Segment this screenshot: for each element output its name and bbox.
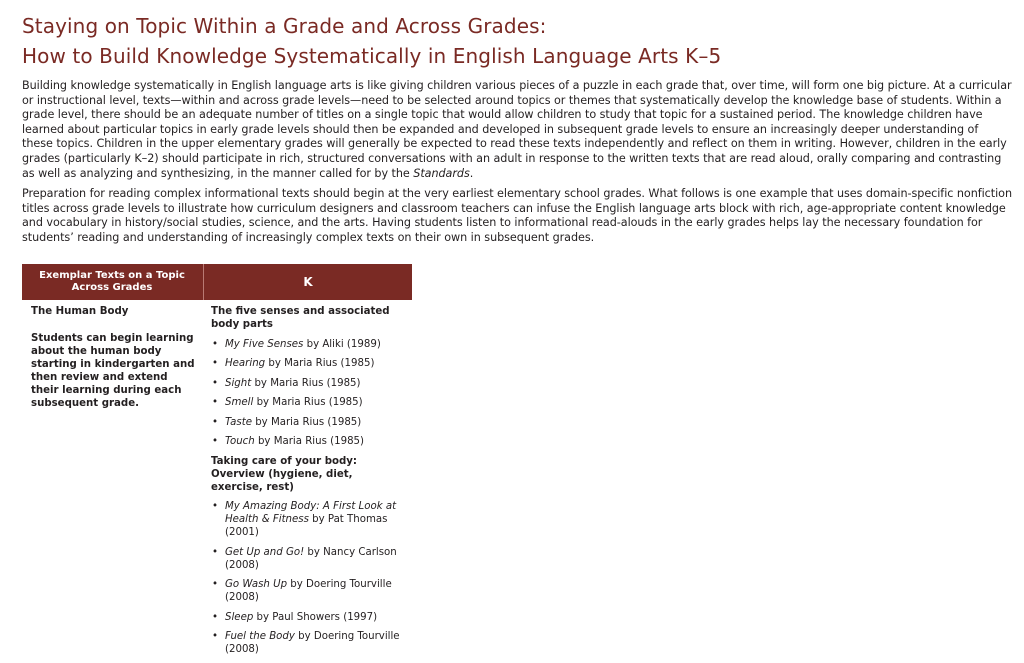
list-item — [211, 377, 401, 390]
body-care-book-list — [211, 500, 401, 656]
list-item — [211, 396, 401, 409]
list-item — [211, 578, 401, 604]
book-author: by Pat Thomas (2001) — [225, 514, 388, 538]
title-line-2: How to Build Knowledge Systematically in English Language Arts K–5 — [22, 44, 722, 68]
title-line-1: Staying on Topic Within a Grade and Across Grades: — [22, 14, 547, 38]
book-title: Touch — [225, 436, 255, 447]
book-title: Sleep — [225, 611, 254, 623]
book-author: by Maria Rius (1985) — [254, 436, 365, 447]
list-item — [211, 546, 401, 572]
book-author: by Maria Rius (1985) — [251, 416, 362, 428]
book-author: by Maria Rius (1985) — [265, 358, 375, 369]
book-title: Sight — [225, 377, 252, 389]
book-title: Taste — [225, 416, 252, 428]
book-author: by Maria Rius (1985) — [251, 377, 361, 389]
standards-italic: Standards — [413, 166, 470, 180]
book-title: Hearing — [225, 358, 266, 369]
book-title: My Five Senses — [225, 338, 304, 350]
preparation-paragraph: Preparation for reading complex informational texts should begin at the very earliest elementary school grades. What follows is one example that uses domain-specific nonfiction titles across grade levels to illustrate how curriculum designers and classroom teachers can infuse the English language arts block with rich, age-appropriate content knowledge and vocabulary in history/social studies, science, and the arts. Having students listen to informational read-alouds in the early grades helps lay the necessary foundation for students’ reading and understanding of increasingly complex texts on their own in subsequent grades. — [22, 187, 1013, 244]
book-author: by Doering Tourville (2008) — [225, 579, 392, 603]
list-item — [211, 435, 401, 448]
book-author: by Paul Showers (1997) — [253, 611, 378, 623]
list-item — [211, 611, 401, 624]
topic-description: Students can begin learning about the human body starting in kindergarten and then review and extend their learning during each subsequent grade. — [31, 333, 195, 409]
table-header-left: Exemplar Texts on a Topic Across Grades — [39, 269, 185, 293]
list-item — [211, 357, 401, 370]
list-item — [211, 630, 401, 656]
list-item — [211, 416, 401, 429]
book-author: by Aliki (1989) — [303, 338, 381, 350]
intro-paragraph — [22, 79, 1012, 181]
topic-name: The Human Body — [31, 306, 129, 317]
book-author: by Maria Rius (1985) — [253, 397, 363, 408]
book-title: My Amazing Body: A First Look at Health & Fitness — [225, 501, 397, 525]
book-title: Fuel the Body — [225, 631, 295, 642]
section-body-care-title: Taking care of your body: Overview (hygiene, diet, exercise, rest) — [211, 455, 358, 493]
list-item — [211, 338, 401, 351]
section-senses-title: The five senses and associated body parts — [211, 306, 390, 330]
intro-paragraph-end: . — [469, 166, 474, 180]
book-title: Smell — [225, 397, 254, 408]
table-grade-k-column — [211, 305, 401, 656]
book-author: by Nancy Carlson (2008) — [225, 546, 397, 571]
senses-book-list — [211, 338, 401, 449]
table-header-grade: K — [303, 275, 313, 289]
table-topic-column — [31, 305, 196, 410]
book-author: by Doering Tourville (2008) — [225, 631, 400, 655]
table-header — [22, 264, 412, 300]
intro-paragraph-text: Building knowledge systematically in English language arts is like giving children various pieces of a puzzle in each grade that, over time, will form one big picture. At a curricular or instructional level, texts—within and across grade levels—need to be selected around topics or themes that systematically develop the knowledge base of students. Within a grade level, there should be an adequate number of titles on a single topic that would allow children to study that topic for a sustained period. The knowledge children have learned about particular topics in early grade levels should then be expanded and developed in subsequent grade levels to ensure an increasingly deeper understanding of these topics. Children in the upper elementary grades will generally be expected to read these texts independently and reflect on them in writing. However, children in the early grades (particularly K–2) should participate in rich, structured conversations with an adult in response to the written texts that are read aloud, orally comparing and contrasting as well as analyzing and synthesizing, in the manner called for by the — [22, 79, 1012, 180]
book-title: Go Wash Up — [225, 579, 288, 590]
list-item — [211, 500, 401, 539]
book-title: Get Up and Go! — [225, 546, 305, 558]
